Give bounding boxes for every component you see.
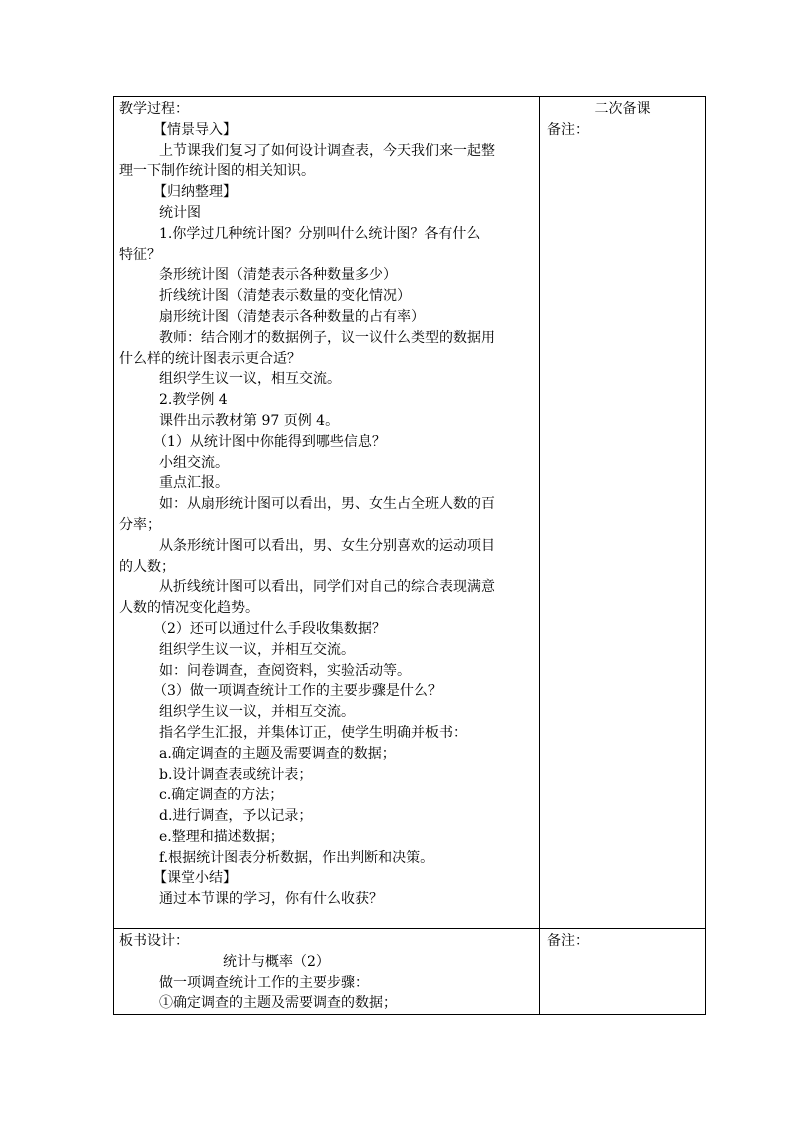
text-line: 从条形统计图可以看出，男、女生分别喜欢的运动项目	[159, 537, 495, 554]
step-item: c.确定调查的方法；	[159, 787, 284, 804]
text-line: 指名学生汇报，并集体订正，使学生明确并板书：	[159, 724, 467, 741]
text-line: 如：从扇形统计图可以看出，男、女生占全班人数的百	[159, 496, 495, 513]
board-remarks-cell	[540, 929, 706, 1015]
section-heading: 【情景导入】	[153, 121, 237, 138]
teaching-process-text	[114, 97, 539, 910]
text-line: 什么样的统计图表示更合适？	[119, 350, 301, 367]
text-line: 如：问卷调查，查阅资料，实验活动等。	[159, 662, 411, 679]
text-line: 做一项调查统计工作的主要步骤：	[159, 974, 369, 991]
board-design-title: 统计与概率（2）	[223, 953, 330, 970]
text-line: （1）从统计图中你能得到哪些信息？	[153, 433, 386, 450]
step-item: f.根据统计图表分析数据，作出判断和决策。	[159, 849, 435, 866]
text-line: 的人数；	[119, 558, 175, 575]
second-prep-cell	[540, 97, 706, 929]
step-item: a.确定调查的主题及需要调查的数据；	[159, 745, 396, 762]
second-prep-header: 二次备课	[594, 101, 651, 117]
text-line: 人数的情况变化趋势。	[119, 600, 259, 617]
text-line: 组织学生议一议，相互交流。	[159, 371, 341, 388]
board-design-label: 板书设计：	[119, 933, 189, 949]
step-item: d.进行调查，予以记录；	[159, 808, 313, 825]
text-line: ①确定调查的主题及需要调查的数据；	[159, 995, 397, 1012]
text-line: 组织学生议一议，并相互交流。	[159, 641, 355, 658]
board-design-row	[114, 929, 706, 1015]
text-line: 2.教学例 4	[159, 392, 228, 409]
remarks-label: 备注：	[547, 933, 589, 949]
text-line: 通过本节课的学习，你有什么收获？	[159, 891, 383, 908]
board-design-cell	[114, 929, 540, 1015]
section-heading: 【课堂小结】	[153, 870, 237, 887]
step-item: b.设计调查表或统计表；	[159, 766, 313, 783]
text-line: （2）还可以通过什么手段收集数据？	[153, 620, 386, 637]
lesson-plan-table	[113, 96, 706, 1015]
process-label: 教学过程：	[119, 101, 189, 117]
text-line: 特征？	[119, 246, 161, 263]
text-line: 理一下制作统计图的相关知识。	[119, 163, 315, 180]
text-line: 课件出示教材第 97 页例 4。	[159, 412, 340, 429]
text-line: 重点汇报。	[159, 475, 229, 492]
text-line: 折线统计图（清楚表示数量的变化情况）	[159, 288, 411, 305]
board-design-text	[114, 929, 539, 1014]
text-line: 统计图	[159, 204, 201, 221]
process-row	[114, 97, 706, 929]
step-item: e.整理和描述数据；	[159, 828, 284, 845]
text-line: 教师：结合刚才的数据例子，议一议什么类型的数据用	[159, 329, 495, 346]
text-line: （3）做一项调查统计工作的主要步骤是什么？	[153, 683, 442, 700]
teaching-process-cell	[114, 97, 540, 929]
text-line: 小组交流。	[159, 454, 229, 471]
text-line: 扇形统计图（清楚表示各种数量的占有率）	[159, 308, 425, 325]
text-line: 分率；	[119, 516, 161, 533]
text-line: 上节课我们复习了如何设计调查表，今天我们来一起整	[159, 142, 495, 159]
text-line: 1.你学过几种统计图？分别叫什么统计图？各有什么	[159, 225, 481, 242]
text-line: 组织学生议一议，并相互交流。	[159, 704, 355, 721]
remarks-label: 备注：	[547, 121, 589, 138]
text-line: 从折线统计图可以看出，同学们对自己的综合表现满意	[159, 579, 495, 596]
section-heading: 【归纳整理】	[153, 184, 237, 201]
text-line: 条形统计图（清楚表示各种数量多少）	[159, 267, 397, 284]
